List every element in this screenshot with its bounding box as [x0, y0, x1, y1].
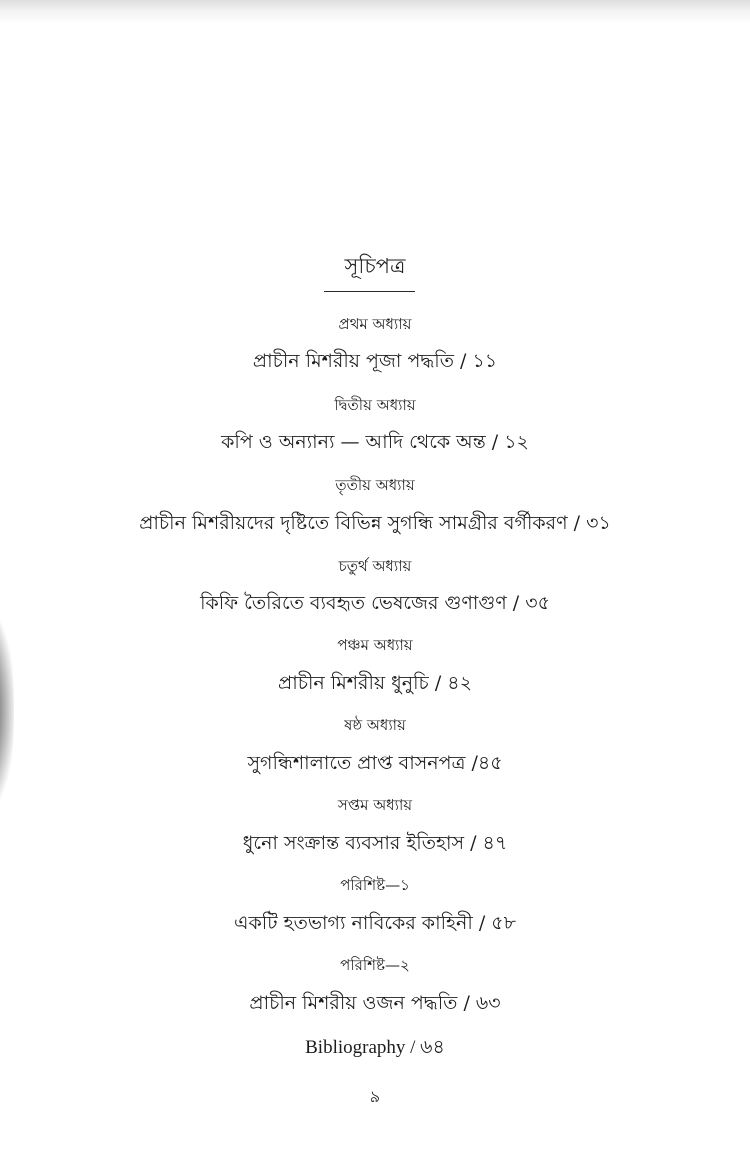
chapter-entry-6: সুগন্ধিশালাতে প্রাপ্ত বাসনপত্র /৪৫ [247, 752, 503, 774]
appendix-entry-2: প্রাচীন মিশরীয় ওজন পদ্ধতি / ৬৩ [249, 992, 501, 1014]
bibliography-entry: Bibliography / ৬৪ [305, 1037, 445, 1058]
page-binding-shadow [0, 600, 14, 820]
chapter-label-4: চতুর্থ অধ্যায় [338, 557, 412, 575]
appendix-label-2: পরিশিষ্ট—২ [340, 956, 410, 974]
chapter-entry-7: ধুনো সংক্রান্ত ব্যবসার ইতিহাস / ৪৭ [242, 832, 508, 854]
appendix-label-1: পরিশিষ্ট—১ [340, 876, 410, 894]
chapter-entry-2: কপি ও অন্যান্য — আদি থেকে অন্ত / ১২ [221, 431, 529, 453]
page-top-shadow [0, 0, 750, 24]
title-underline [324, 291, 415, 292]
chapter-entry-4: কিফি তৈরিতে ব্যবহৃত ভেষজের গুণাগুণ / ৩৫ [200, 592, 550, 614]
page-number: ৯ [369, 1087, 381, 1106]
chapter-label-3: তৃতীয় অধ্যায় [335, 476, 415, 494]
chapter-entry-3: প্রাচীন মিশরীয়দের দৃষ্টিতে বিভিন্ন সুগন্ধি সামগ্রীর বর্গীকরণ / ৩১ [139, 512, 611, 534]
chapter-label-1: প্রথম অধ্যায় [338, 315, 412, 333]
chapter-entry-5: প্রাচীন মিশরীয় ধুনুচি / ৪২ [278, 672, 472, 694]
chapter-label-5: পঞ্চম অধ্যায় [337, 636, 413, 654]
toc-title: সূচিপত্র [344, 254, 406, 278]
chapter-entry-1: প্রাচীন মিশরীয় পূজা পদ্ধতি / ১১ [252, 350, 498, 372]
chapter-label-6: ষষ্ঠ অধ্যায় [344, 716, 406, 734]
appendix-entry-1: একটি হতভাগ্য নাবিকের কাহিনী / ৫৮ [234, 912, 516, 934]
chapter-label-2: দ্বিতীয় অধ্যায় [334, 396, 416, 414]
chapter-label-7: সপ্তম অধ্যায় [337, 796, 413, 814]
